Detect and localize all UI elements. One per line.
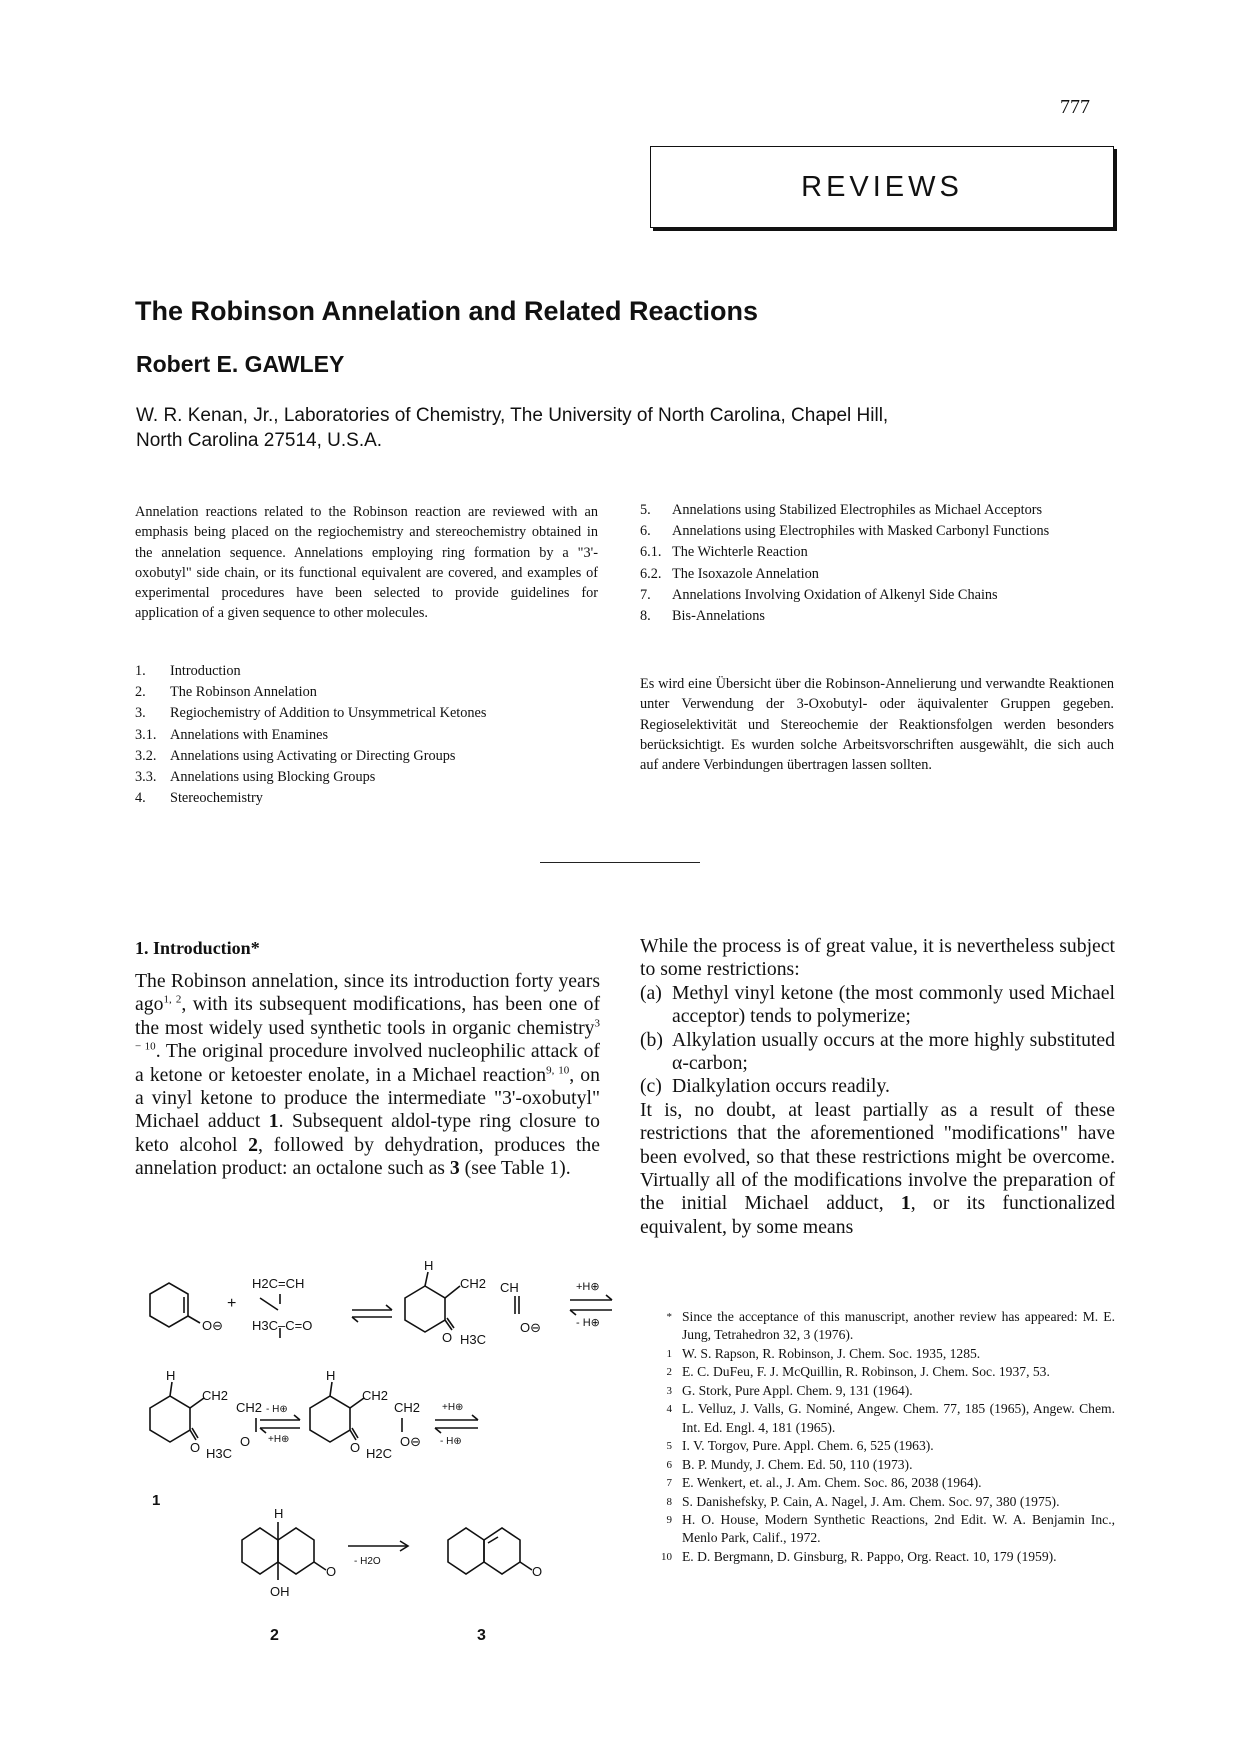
scheme-label: H2C=CH <box>252 1276 305 1291</box>
reference-item: 1 W. S. Rapson, R. Robinson, J. Chem. Soc. 1935, 1285. <box>666 1345 981 1361</box>
compound-ref: 1 <box>268 1110 279 1133</box>
citation: 9, 10 <box>546 1064 570 1077</box>
restriction-item: (a) Methyl vinyl ketone (the most commonly used Michael acceptor) tends to polymerize; <box>640 981 1115 1028</box>
affiliation <box>136 403 1036 453</box>
scheme-label: CH2 <box>460 1276 487 1291</box>
restriction-item: (c) Dialkylation occurs readily. <box>640 1075 890 1098</box>
affiliation-line-2: North Carolina 27514, U.S.A. <box>136 430 383 451</box>
scheme-label: O <box>240 1434 251 1449</box>
scheme-label: CH2 <box>362 1388 389 1403</box>
toc-item: 3.2. Annelations using Activating or Directing Groups <box>135 747 456 764</box>
scheme-label: H3C <box>460 1332 487 1347</box>
compound-label-1: 1 <box>152 1492 161 1509</box>
scheme-label: O <box>350 1440 361 1455</box>
toc-item: 3. Regiochemistry of Addition to Unsymmetrical Ketones <box>135 705 487 722</box>
compound-label-2: 2 <box>270 1627 279 1644</box>
compound-ref: 2 <box>248 1133 259 1156</box>
scheme-label: O <box>442 1330 453 1345</box>
abstract-german: Es wird eine Übersicht über die Robinson-Annelierung und verwandte Reaktionen unter Verwendung der 3-Oxobutyl- oder äquivalenter Gruppen gegeben. Regioselektivität und Stereochemie der Reaktionsfolgen werden besonders berücksichtigt. Es wurden solche Arbeitsvorschriften ausgewählt, die sich auch auf andere Verbindungen übertragen lassen sollten. <box>640 676 1114 774</box>
compound-ref: 3 <box>449 1157 460 1180</box>
scheme-label: CH2 <box>202 1388 229 1403</box>
restrictions-paragraph: It is, no doubt, at least partially as a result of these restrictions that the aforementioned "modifications" have been evolved, so that these restrictions might be overcome. Virtually all of the modifications involve the preparation of the initial Michael adduct, 1, or its functionalized equivalent, by some means <box>640 1098 1116 1238</box>
restrictions-lead: While the process is of great value, it is nevertheless subject to some restrictions: <box>640 935 1115 981</box>
reference-item: 6 B. P. Mundy, J. Chem. Ed. 50, 110 (1973). <box>666 1456 913 1472</box>
citation: 1, 2 <box>163 993 182 1006</box>
right-column-text <box>640 935 1115 1239</box>
citation: 3 − 10 <box>135 1017 600 1053</box>
reviews-banner <box>650 146 1114 228</box>
reference-item: * Since the acceptance of this manuscript, another review has appeared: M. E. Jung, Tetrahedron 32, 3 (1976). <box>666 1309 1115 1343</box>
introduction-paragraph: The Robinson annelation, since its introduction forty years ago$^{1, 2}$, with its subsequent modifications, has been one of the most widely used synthetic tools in organic chemistry$^{3 - 10}$. The original procedure involved nucleophilic attack of a ketone or ketoester enolate, in a Michael reaction$^{9, 10}$, on a vinyl ketone to produce the intermediate "3'-oxobutyl" Michael adduct 1. Subsequent aldol-type ring closure to keto alcohol 2, followed by dehydration, produces the annelation product: an octalone such as 3 (see Table 1). <box>135 970 601 1180</box>
toc-item: 1. Introduction <box>135 663 241 679</box>
reaction-scheme <box>130 1260 630 1650</box>
toc-item: 6.1. The Wichterle Reaction <box>640 544 808 561</box>
scheme-label: O <box>532 1564 543 1579</box>
article-title: The Robinson Annelation and Related Reactions <box>135 296 759 326</box>
scheme-label: O <box>190 1440 201 1455</box>
compound-ref: 1 <box>900 1192 911 1215</box>
compound-label-3: 3 <box>477 1627 486 1644</box>
reference-item: 5 I. V. Torgov, Pure. Appl. Chem. 6, 525 (1963). <box>666 1438 934 1454</box>
restriction-item: (b) Alkylation usually occurs at the more highly substituted α-carbon; <box>640 1028 1115 1075</box>
toc-item: 8. Bis-Annelations <box>640 608 765 625</box>
scheme-label: - H2O <box>354 1556 381 1567</box>
scheme-label: - H⊕ <box>266 1404 288 1415</box>
scheme-label: O⊖ <box>520 1320 542 1335</box>
reference-item: 9 H. O. House, Modern Synthetic Reactions, 2nd Edit. W. A. Benjamin Inc., Menlo Park, Calif., 1972. <box>666 1511 1115 1546</box>
scheme-label: H <box>166 1368 176 1383</box>
reference-item: 2 E. C. DuFeu, F. J. McQuillin, R. Robinson, J. Chem. Soc. 1937, 53. <box>666 1364 1050 1380</box>
toc-item: 4. Stereochemistry <box>135 790 263 807</box>
scheme-label: +H⊕ <box>576 1281 600 1293</box>
scheme-label: O⊖ <box>400 1434 422 1449</box>
reference-item: 8 S. Danishefsky, P. Cain, A. Nagel, J. Am. Chem. Soc. 97, 380 (1975). <box>666 1493 1060 1509</box>
page-number: 777 <box>1060 96 1090 118</box>
scheme-label: CH2 <box>236 1400 263 1415</box>
affiliation-line-1: W. R. Kenan, Jr., Laboratories of Chemistry, The University of North Carolina, Chapel Hill, <box>136 405 889 426</box>
reviews-label: REVIEWS <box>801 170 963 203</box>
scheme-label: + <box>227 1295 237 1312</box>
scheme-label: CH2 <box>394 1400 421 1415</box>
scheme-label: +H⊕ <box>442 1402 464 1413</box>
toc-item: 6. Annelations using Electrophiles with Masked Carbonyl Functions <box>640 523 1050 540</box>
scheme-label: H3C <box>206 1446 233 1461</box>
abstract-english: Annelation reactions related to the Robinson reaction are reviewed with an emphasis being placed on the regiochemistry and stereochemistry obtained in the annelation sequence. Annelations employing ring formation by a "3'-oxobutyl" side chain, or its functional equivalent are covered, and examples of experimental procedures have been selected to provide guidelines for application of a given sequence to other molecules. <box>135 504 598 622</box>
reference-item: 3 G. Stork, Pure Appl. Chem. 9, 131 (1964). <box>666 1382 913 1398</box>
scheme-label: H <box>274 1506 284 1521</box>
scheme-label: H <box>326 1368 336 1383</box>
scheme-label: - H⊕ <box>440 1436 462 1447</box>
footnote-references <box>650 1308 1115 1566</box>
toc-item: 3.1. Annelations with Enamines <box>135 726 329 743</box>
section-heading-introduction: 1. Introduction* <box>135 938 260 958</box>
toc-right <box>640 500 1115 627</box>
toc-item: 2. The Robinson Annelation <box>135 684 317 701</box>
section-divider <box>540 862 700 863</box>
reference-item: 7 E. Wenkert, et. al., J. Am. Chem. Soc. 86, 2038 (1964). <box>666 1475 982 1491</box>
scheme-label: CH <box>500 1280 519 1295</box>
scheme-label: H2C <box>366 1446 393 1461</box>
toc-item: 3.3. Annelations using Blocking Groups <box>135 769 376 786</box>
scheme-label: H <box>424 1260 434 1273</box>
toc-left <box>135 661 605 809</box>
toc-item: 6.2. The Isoxazole Annelation <box>640 565 819 582</box>
toc-item: 7. Annelations Involving Oxidation of Alkenyl Side Chains <box>640 586 998 603</box>
toc-item: 5. Annelations using Stabilized Electrophiles as Michael Acceptors <box>640 502 1043 518</box>
author-name: Robert E. GAWLEY <box>136 351 345 377</box>
scheme-label: H3C–C=O <box>252 1318 313 1333</box>
reference-item: 4 L. Velluz, J. Valls, G. Nominé, Angew. Chem. 77, 185 (1965), Angew. Chem. Int. Ed. Engl. 4, 181 (1965). <box>666 1401 1115 1435</box>
reference-item: 10 E. D. Bergmann, D. Ginsburg, R. Pappo, Org. React. 10, 179 (1959). <box>661 1548 1057 1564</box>
scheme-label: - H⊕ <box>576 1317 600 1329</box>
scheme-label: OH <box>270 1584 290 1599</box>
scheme-label: O <box>326 1564 337 1579</box>
scheme-label: O⊖ <box>202 1318 224 1333</box>
scheme-label: +H⊕ <box>268 1434 290 1445</box>
